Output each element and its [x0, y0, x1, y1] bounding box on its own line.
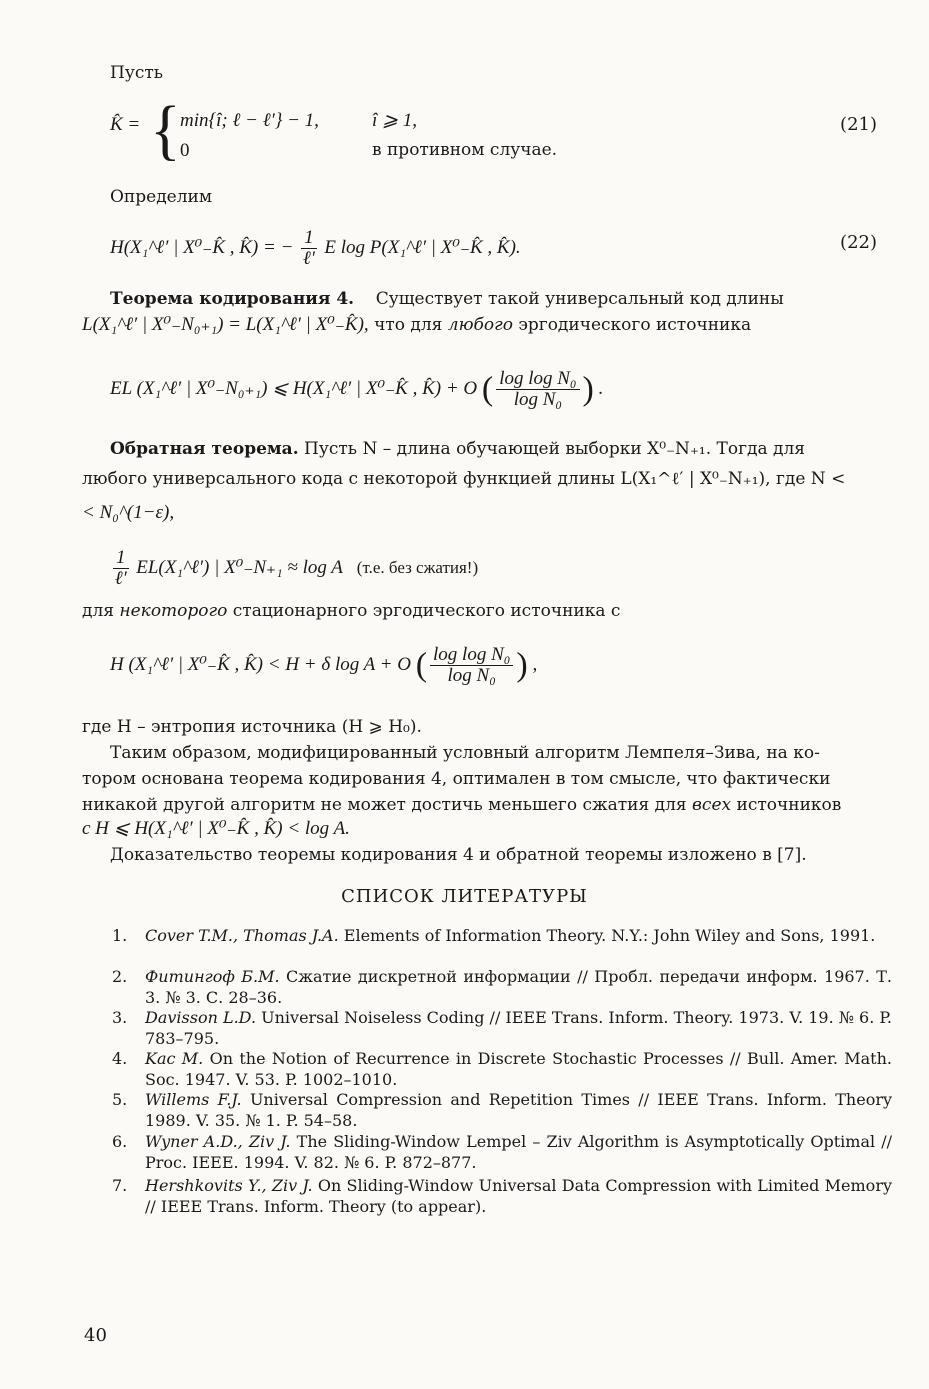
- ref-authors: Cover T.M., Thomas J.A.: [145, 926, 339, 945]
- eq-t4-lhs: EL (X₁^ℓ′ | X⁰₋N₀₊₁) ⩽ H(X₁^ℓ′ | X⁰₋K̂ , K̂) + O: [110, 378, 478, 399]
- ref-authors: Davisson L.D.: [145, 1008, 257, 1027]
- eq-conv-frac-den: ℓ′: [114, 568, 127, 590]
- theorem4-em: любого: [447, 315, 513, 335]
- para-end-line6: Доказательство теоремы кодирования 4 и обратной теоремы изложено в [7].: [110, 845, 807, 865]
- ref-number: 4.: [112, 1049, 128, 1068]
- equation-theorem4: EL (X₁^ℓ′ | X⁰₋N₀₊₁) ⩽ H(X₁^ℓ′ | X⁰₋K̂ , K̂) + O ( $\frac{\text{log log N₀}}{\text{log N₀}}$ ) .: [110, 368, 604, 411]
- converse-line1-rest: Пусть N – длина обучающей выборки X⁰₋N₊₁. Тогда для: [304, 439, 805, 459]
- eq21-case2: 0: [180, 140, 190, 161]
- converse-line1: [110, 436, 880, 462]
- ref-text: On the Notion of Recurrence in Discrete Stochastic Processes // Bull. Amer. Math. Soc. 1947. V. 53. P. 1002–1010.: [145, 1049, 892, 1089]
- eq21-case1: min{î; ℓ − ℓ′} − 1,: [180, 110, 319, 131]
- converse-title: Обратная теорема.: [110, 439, 299, 459]
- reference-item: [112, 1089, 892, 1131]
- ref-authors: Фитингоф Б.М.: [145, 967, 280, 986]
- equation-source: H (X₁^ℓ′ | X⁰₋K̂ , K̂) < H + δ log A + O ( $\frac{\text{log log N₀}}{\text{log N₀}}$ ) ,: [110, 644, 538, 687]
- eq22-lhs: H(X₁^ℓ′ | X⁰₋K̂ , K̂) = −: [110, 237, 294, 258]
- para-end-l4em: всех: [692, 795, 732, 815]
- para-end-line4: [82, 792, 882, 818]
- eq21-cond2: в противном случае.: [372, 140, 558, 160]
- eq-conv-fraction: [113, 548, 129, 589]
- ref-text: The Sliding-Window Lempel – Ziv Algorithm is Asymptotically Optimal // Proc. IEEE. 1994. V. 82. № 6. P. 872–877.: [145, 1132, 893, 1172]
- theorem4-line1: [110, 286, 880, 312]
- para-end-line5: с H ⩽ H(X₁^ℓ′ | X⁰₋K̂ , K̂) < log A.: [82, 818, 350, 839]
- ref-number: 6.: [112, 1132, 128, 1151]
- ref-authors: Willems F.J.: [145, 1090, 242, 1109]
- ref-number: 2.: [112, 967, 128, 986]
- ref-text: Universal Compression and Repetition Times // IEEE Trans. Inform. Theory 1989. V. 35. № 1. P. 54–58.: [145, 1090, 893, 1130]
- ref-authors: Wyner A.D., Ziv J.: [145, 1132, 291, 1151]
- ref-number: 5.: [112, 1090, 128, 1109]
- eq22-fraction: [301, 228, 317, 269]
- equation-22: [110, 226, 521, 270]
- eq22-frac-den: ℓ′: [302, 248, 315, 270]
- some-source-em: некоторого: [119, 601, 228, 621]
- para-end-line2: Таким образом, модифицированный условный алгоритм Лемпеля–Зива, на ко-: [110, 743, 820, 763]
- reference-item: [112, 966, 892, 1008]
- reference-item: [112, 1048, 892, 1090]
- ref-authors: Hershkovits Y., Ziv J.: [145, 1176, 313, 1195]
- references-heading: СПИСОК ЛИТЕРАТУРЫ: [341, 886, 588, 907]
- eq-conv-note: (т.е. без сжатия!): [356, 558, 479, 577]
- some-source-line: [82, 598, 620, 624]
- eq-t4-fraction: [496, 369, 579, 410]
- page-number: 40: [84, 1325, 107, 1346]
- ref-text: Сжатие дискретной информации // Пробл. передачи информ. 1967. Т. 3. № 3. С. 28–36.: [145, 967, 893, 1007]
- intro-word: Пусть: [110, 63, 164, 83]
- ref-number: 3.: [112, 1008, 128, 1027]
- eq-conv-expr: EL(X₁^ℓ′) | X⁰₋N₊₁ ≈ log A: [136, 557, 343, 578]
- para-end-l4b: источников: [736, 795, 842, 815]
- eq-src-fraction: [430, 645, 513, 686]
- some-source-a: для: [82, 601, 114, 621]
- converse-line3: < N₀^(1−ε),: [82, 502, 175, 523]
- eq22-frac-num: 1: [301, 228, 317, 249]
- some-source-b: стационарного эргодического источника с: [232, 601, 621, 621]
- eq-t4-frac-den: log N₀: [513, 389, 563, 411]
- theorem4-math: L(X₁^ℓ′ | X⁰₋N₀₊₁) = L(X₁^ℓ′ | X⁰₋K̂),: [82, 314, 369, 335]
- eq-t4-tail: .: [598, 378, 604, 399]
- reference-item: [112, 925, 892, 946]
- ref-number: 1.: [112, 926, 128, 945]
- eq-src-lhs: H (X₁^ℓ′ | X⁰₋K̂ , K̂) < H + δ log A + O: [110, 654, 411, 675]
- theorem4-line2-b: эргодического источника: [518, 315, 752, 335]
- reference-item: [112, 1175, 892, 1217]
- para-end-line3: тором основана теорема кодирования 4, оптимален в том смысле, что фактически: [82, 769, 831, 789]
- ref-text: Universal Noiseless Coding // IEEE Trans. Inform. Theory. 1973. V. 19. № 6. P. 783–795.: [145, 1008, 892, 1048]
- eq22-rhs: E log P(X₁^ℓ′ | X⁰₋K̂ , K̂).: [324, 237, 521, 258]
- reference-item: [112, 1131, 892, 1173]
- eq-src-frac-num: log log N₀: [430, 645, 513, 666]
- eq21-number: (21): [840, 114, 877, 135]
- eq21-lhs: K̂ =: [110, 114, 141, 135]
- ref-text: Elements of Information Theory. N.Y.: John Wiley and Sons, 1991.: [338, 926, 876, 945]
- theorem4-title: Теорема кодирования 4.: [110, 289, 355, 309]
- eq21-cond1: î ⩾ 1,: [372, 110, 417, 131]
- ref-text: On Sliding-Window Universal Data Compression with Limited Memory // IEEE Trans. Inform. Theory (to appear).: [145, 1176, 892, 1216]
- eq21-brace: {: [150, 92, 181, 167]
- define-word: Определим: [110, 187, 213, 207]
- theorem4-line2-a: что для: [374, 315, 443, 335]
- theorem4-line2: [82, 312, 751, 338]
- eq-src-tail: ,: [532, 654, 538, 675]
- para-end-line1: где H – энтропия источника (H ⩾ H₀).: [82, 717, 422, 737]
- eq22-number: (22): [840, 232, 877, 253]
- ref-authors: Kac M.: [145, 1049, 204, 1068]
- eq-src-frac-den: log N₀: [447, 665, 496, 687]
- eq-t4-frac-num: log log N₀: [496, 369, 579, 390]
- para-end-l4a: никакой другой алгоритм не может достичь меньшего сжатия для: [82, 795, 687, 815]
- theorem4-line1-rest: Существует такой универсальный код длины: [375, 289, 784, 309]
- converse-line2: любого универсального кода с некоторой функцией длины L(X₁^ℓ′ | X⁰₋N₊₁), где N <: [82, 469, 846, 489]
- ref-number: 7.: [112, 1176, 128, 1195]
- reference-item: [112, 1007, 892, 1049]
- equation-converse: [110, 546, 478, 590]
- eq-conv-frac-num: 1: [113, 548, 129, 569]
